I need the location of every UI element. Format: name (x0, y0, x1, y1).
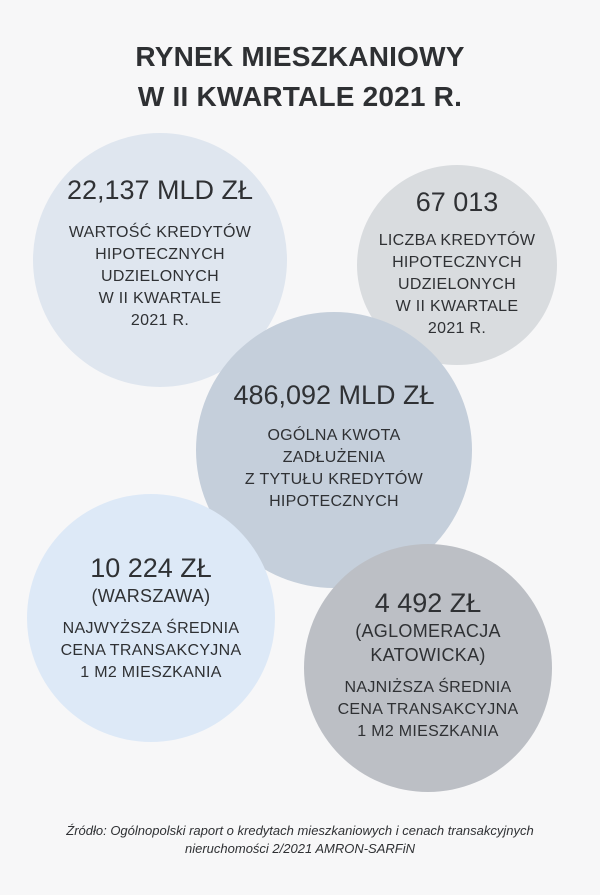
source-note: Źródło: Ogólnopolski raport o kredytach mieszkaniowych i cenach transakcyjnych nieruchomości 2/2021 AMRON-SARFiN (66, 823, 534, 856)
stat-description: OGÓLNA KWOTA ZADŁUŻENIA Z TYTUŁU KREDYTÓW HIPOTECZNYCH (244, 427, 424, 510)
stat-description: NAJNIŻSZA ŚREDNIA CENA TRANSAKCYJNA 1 M2 MIESZKANIA (337, 679, 519, 740)
title-line-2: W II KWARTALE 2021 R. (137, 81, 463, 112)
stat-description: NAJWYŻSZA ŚREDNIA CENA TRANSAKCYJNA 1 M2 MIESZKANIA (60, 620, 242, 681)
title-line-1: RYNEK MIESZKANIOWY (135, 41, 465, 72)
stat-value: 67 013 (415, 187, 499, 217)
stat-description: WARTOŚĆ KREDYTÓW HIPOTECZNYCH UDZIELONYCH W II KWARTALE 2021 R. (68, 224, 252, 329)
stat-value: 486,092 MLD ZŁ (233, 380, 435, 410)
stat-value: 10 224 ZŁ (90, 553, 212, 583)
stat-bubble-highest-price (27, 494, 275, 742)
stat-location: (WARSZAWA) (91, 586, 211, 606)
stat-value: 22,137 MLD ZŁ (66, 175, 254, 205)
stat-bubble-lowest-price (304, 544, 552, 792)
stat-value: 4 492 ZŁ (374, 588, 482, 618)
stat-description: LICZBA KREDYTÓW HIPOTECZNYCH UDZIELONYCH W II KWARTALE 2021 R. (378, 232, 536, 337)
stat-location: (AGLOMERACJA KATOWICKA) (355, 621, 501, 665)
page-title (0, 37, 600, 117)
